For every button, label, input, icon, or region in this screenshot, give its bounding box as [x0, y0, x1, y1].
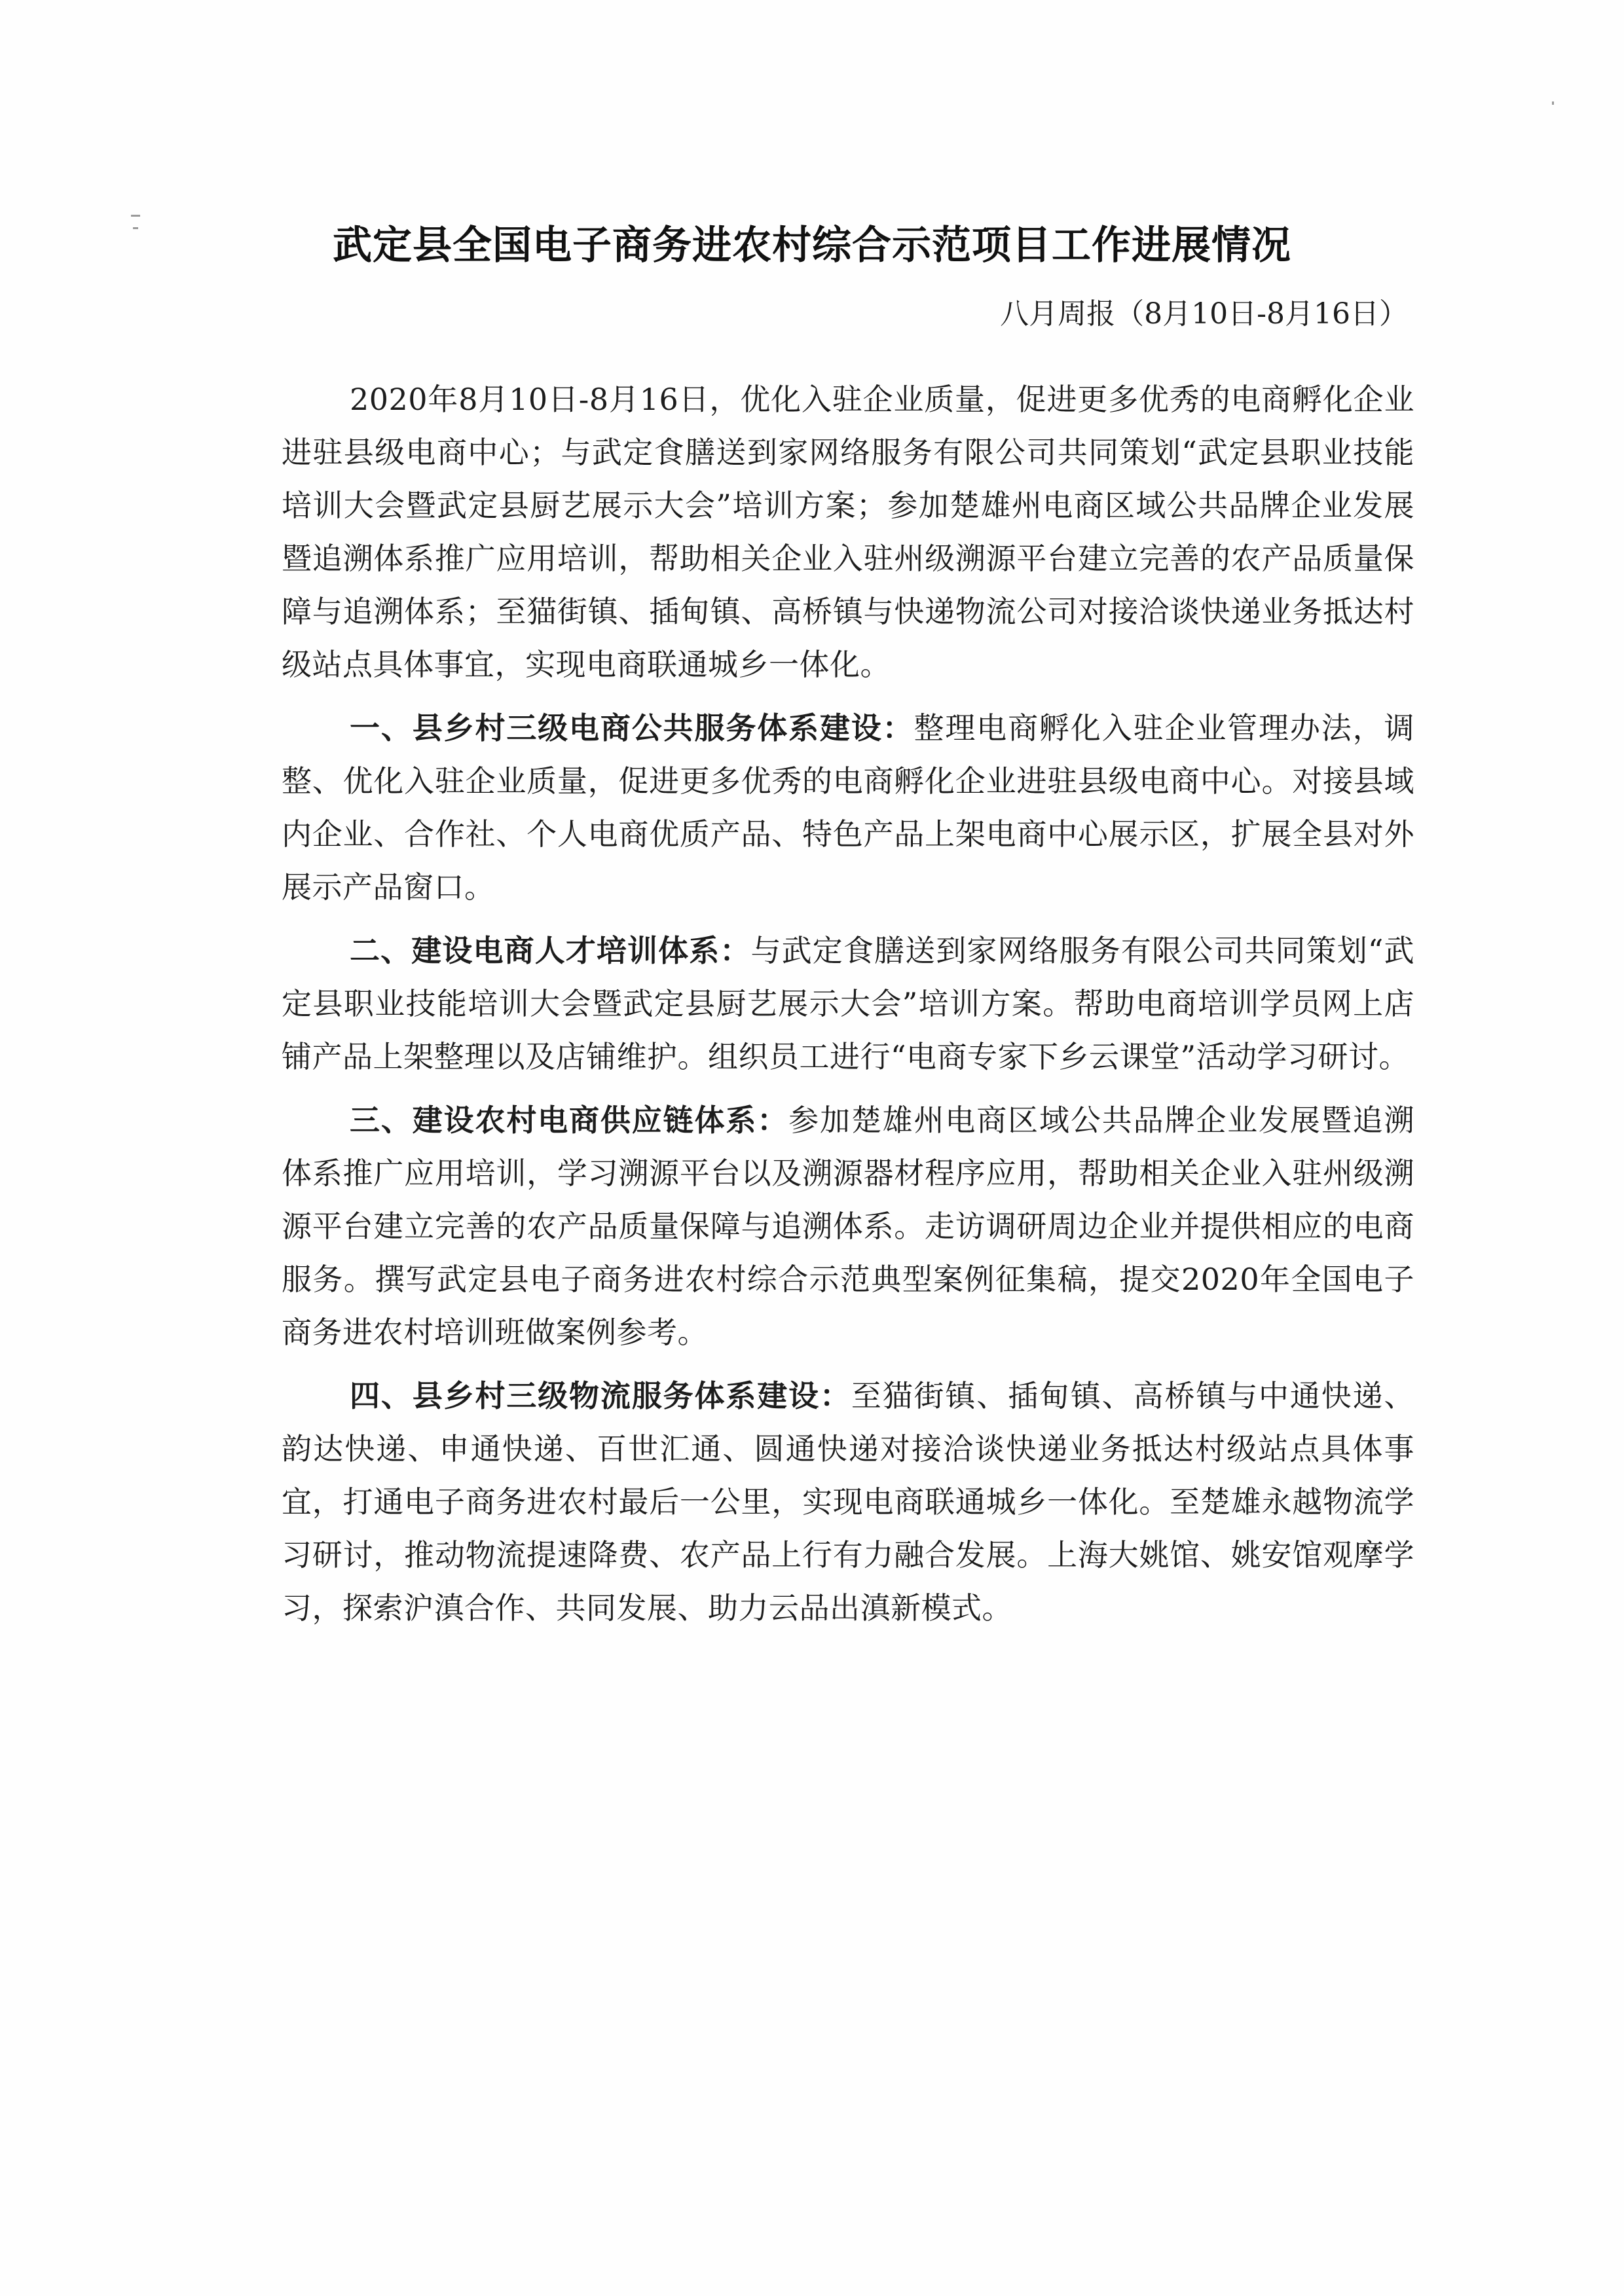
- section-heading: 二、建设电商人才培训体系：: [350, 933, 751, 968]
- section-paragraph: [282, 1094, 1414, 1359]
- section-text: 整理电商孵化入驻企业管理办法，调整、优化入驻企业质量，促进更多优秀的电商孵化企业进驻县级电商中心。对接县域内企业、合作社、个人电商优质产品、特色产品上架电商中心展示区，扩展全县对外展示产品窗口。: [282, 710, 1415, 905]
- section-heading: 三、建设农村电商供应链体系：: [350, 1102, 789, 1138]
- section-text: 与武定食膳送到家网络服务有限公司共同策划“武定县职业技能培训大会暨武定县厨艺展示大会”培训方案。帮助电商培训学员网上店铺产品上架整理以及店铺维护。组织员工进行“电商专家下乡云课堂”活动学习研讨。: [282, 933, 1414, 1074]
- intro-paragraph: 2020年8月10日-8月16日，优化入驻企业质量，促进更多优秀的电商孵化企业进驻县级电商中心；与武定食膳送到家网络服务有限公司共同策划“武定县职业技能培训大会暨武定县厨艺展示大会”培训方案；参加楚雄州电商区域公共品牌企业发展暨追溯体系推广应用培训，帮助相关企业入驻州级溯源平台建立完善的农产品质量保障与追溯体系；至猫街镇、插甸镇、高桥镇与快递物流公司对接洽谈快递业务抵达村级站点具体事宜，实现电商联通城乡一体化。: [282, 382, 1414, 682]
- section-paragraph: [282, 702, 1414, 914]
- section-heading: 四、县乡村三级物流服务体系建设：: [350, 1378, 851, 1413]
- section-text: 至猫街镇、插甸镇、高桥镇与中通快递、韵达快递、申通快递、百世汇通、圆通快递对接洽谈快递业务抵达村级站点具体事宜，打通电子商务进农村最后一公里，实现电商联通城乡一体化。至楚雄永越物流学习研讨，推动物流提速降费、农产品上行有力融合发展。上海大姚馆、姚安馆观摩学习，探索沪滇合作、共同发展、助力云品出滇新模式。: [282, 1378, 1415, 1626]
- section-paragraph: [282, 1370, 1414, 1635]
- scan-speck: [1552, 101, 1554, 105]
- document-body: [282, 373, 1414, 1645]
- section-heading: 一、县乡村三级电商公共服务体系建设：: [350, 710, 914, 746]
- scan-speck: [131, 215, 140, 217]
- section-text: 参加楚雄州电商区域公共品牌企业发展暨追溯体系推广应用培训，学习溯源平台以及溯源器材程序应用，帮助相关企业入驻州级溯源平台建立完善的农产品质量保障与追溯体系。走访调研周边企业并提供相应的电商服务。撰写武定县电子商务进农村综合示范典型案例征集稿，提交2020年全国电子商务进农村培训班做案例参考。: [282, 1102, 1415, 1350]
- section-paragraph: [282, 924, 1414, 1084]
- scan-speck: [133, 227, 138, 229]
- document-title: 武定县全国电子商务进农村综合示范项目工作进展情况: [333, 223, 1291, 268]
- document-subtitle: 八月周报（8月10日-8月16日）: [1000, 297, 1408, 331]
